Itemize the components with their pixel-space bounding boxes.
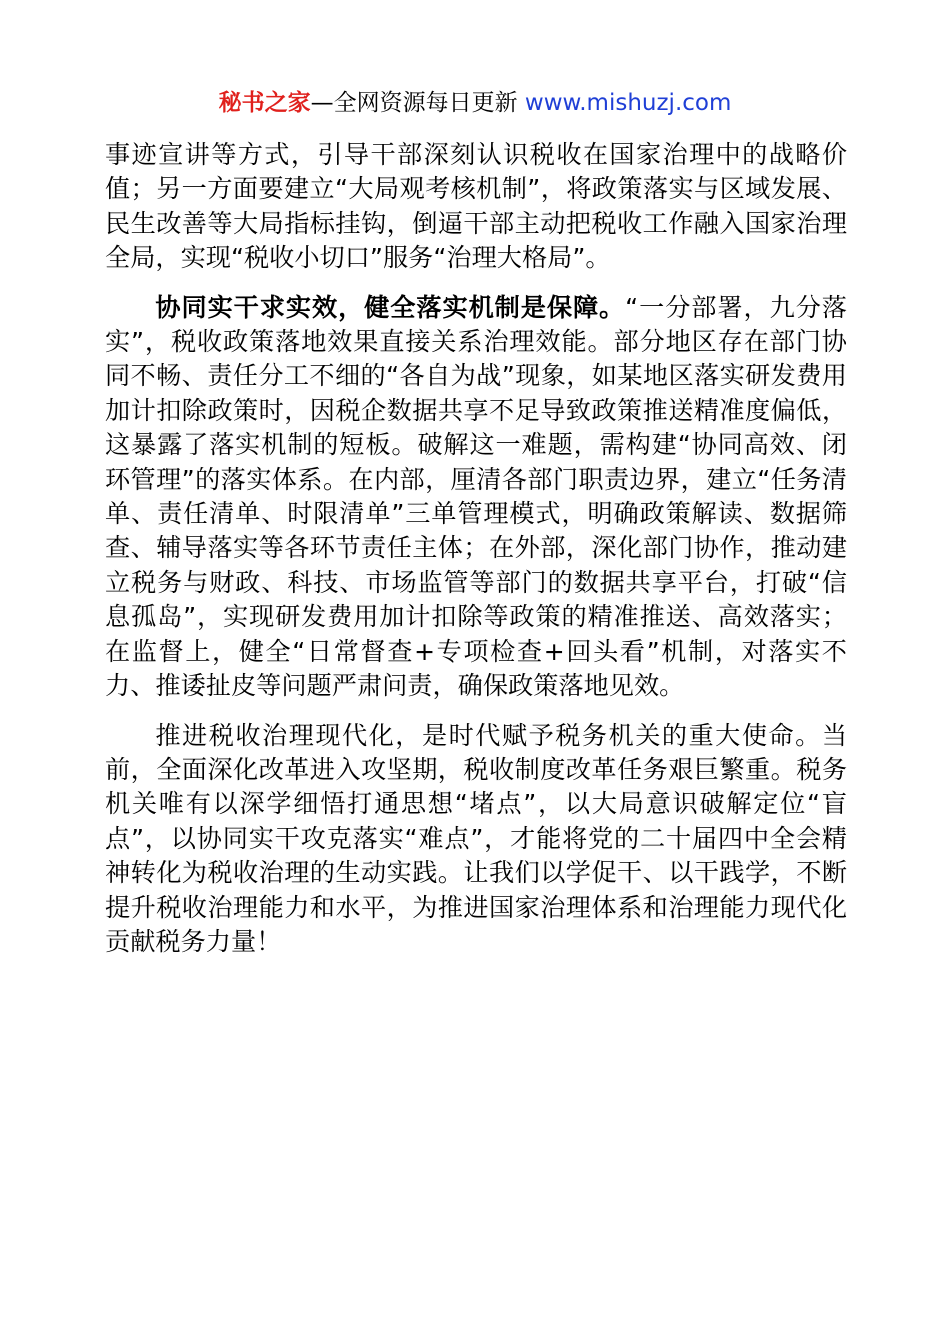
- paragraph-heading: 协同实干求实效，健全落实机制是保障。: [155, 292, 626, 322]
- header-slogan: —全网资源每日更新: [310, 90, 525, 116]
- page-header: [0, 86, 950, 120]
- paragraph-conclusion: 推进税收治理现代化，是时代赋予税务机关的重大使命。当前，全面深化改革进入攻坚期，税收制度改革任务艰巨繁重。税务机关唯有以深学细悟打通思想“堵点”，以大局意识破解定位“盲点”，以协同实干攻克落实“难点”，才能将党的二十届四中全会精神转化为税收治理的生动实践。让我们以学促干、以干践学，不断提升税收治理能力和水平，为推进国家治理体系和治理能力现代化贡献税务力量！: [105, 720, 847, 956]
- paragraph-coordination: [105, 291, 847, 704]
- website-link[interactable]: www.mishuzj.com: [524, 90, 732, 116]
- paragraph-text: “一分部署，九分落实”，税收政策落地效果直接关系治理效能。部分地区存在部门协同不畅、责任分工不细的“各自为战”现象，如某地区落实研发费用加计扣除政策时，因税企数据共享不足导致政策推送精准度偏低，这暴露了落实机制的短板。破解这一难题，需构建“协同高效、闭环管理”的落实体系。在内部，厘清各部门职责边界，建立“任务清单、责任清单、时限清单”三单管理模式，明确政策解读、数据筛查、辅导落实等各环节责任主体；在外部，深化部门协作，推动建立税务与财政、科技、市场监管等部门的数据共享平台，打破“信息孤岛”，实现研发费用加计扣除等政策的精准推送、高效落实；在监督上，健全“日常督查+专项检查+回头看”机制，对落实不力、推诿扯皮等问题严肃问责，确保政策落地见效。: [105, 292, 847, 701]
- paragraph-continuation: 事迹宣讲等方式，引导干部深刻认识税收在国家治理中的战略价值；另一方面要建立“大局观考核机制”，将政策落实与区域发展、民生改善等大局指标挂钩，倒逼干部主动把税收工作融入国家治理全局，实现“税收小切口”服务“治理大格局”。: [105, 140, 847, 273]
- brand-name: 秘书之家: [218, 90, 311, 116]
- document-body: [105, 138, 847, 974]
